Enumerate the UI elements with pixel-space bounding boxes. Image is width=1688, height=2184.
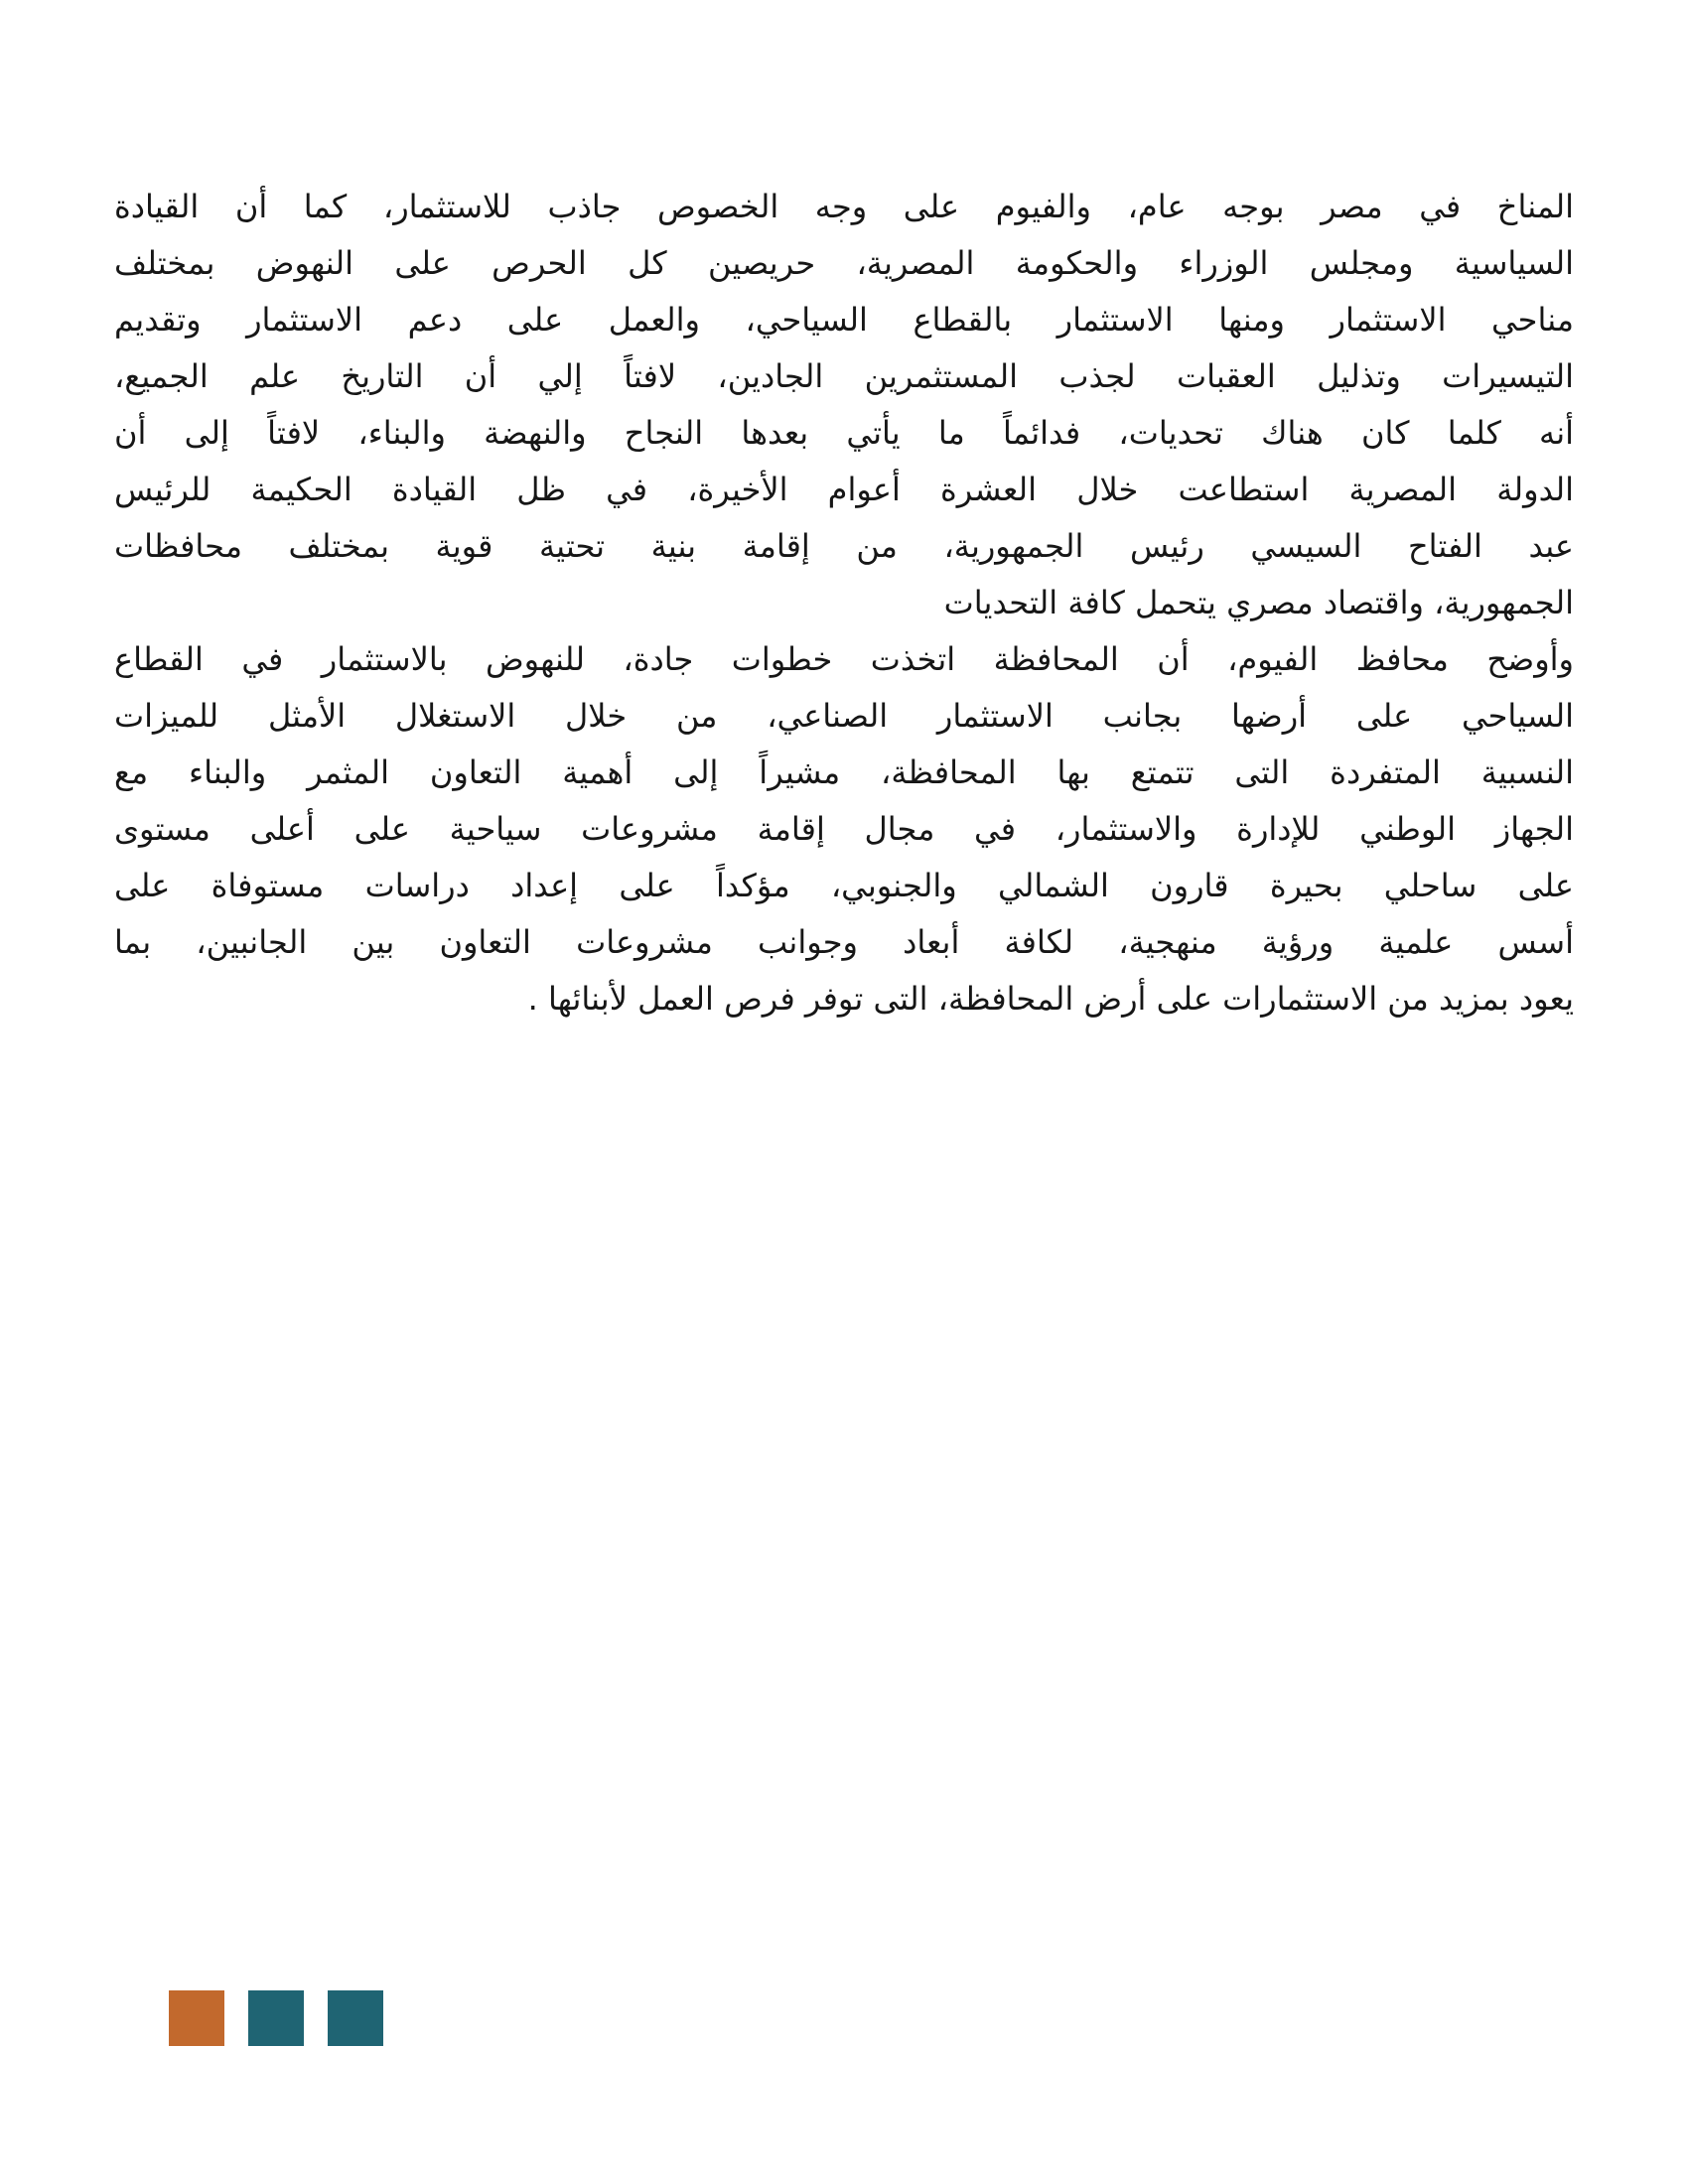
paragraph-1 xyxy=(114,179,1574,631)
footer-square-teal-2 xyxy=(248,1990,304,2046)
footer-logo-squares xyxy=(169,1990,383,2046)
text-line: السياحي على أرضها بجانب الاستثمار الصناعي، من خلال الاستغلال الأمثل للميزات xyxy=(114,697,1574,735)
footer-square-orange xyxy=(169,1990,224,2046)
text-line: يعود بمزيد من الاستثمارات على أرض المحافظة، التى توفر فرص العمل لأبنائها . xyxy=(527,980,1574,1018)
text-line: أسس علمية ورؤية منهجية، لكافة أبعاد وجوانب مشروعات التعاون بين الجانبين، بما xyxy=(114,923,1574,961)
text-line: الجهاز الوطني للإدارة والاستثمار، في مجال إقامة مشروعات سياحية على أعلى مستوى xyxy=(114,810,1574,848)
text-line: السياسية ومجلس الوزراء والحكومة المصرية، حريصين كل الحرص على النهوض بمختلف xyxy=(114,244,1574,282)
text-line: التيسيرات وتذليل العقبات لجذب المستثمرين الجادين، لافتاً إلي أن التاريخ علم الجميع، xyxy=(114,357,1574,395)
article-body xyxy=(114,179,1574,1027)
text-line: وأوضح محافظ الفيوم، أن المحافظة اتخذت خطوات جادة، للنهوض بالاستثمار في القطاع xyxy=(114,640,1574,678)
text-line: على ساحلي بحيرة قارون الشمالي والجنوبي، مؤكداً على إعداد دراسات مستوفاة على xyxy=(114,867,1574,904)
text-line: النسبية المتفردة التى تتمتع بها المحافظة، مشيراً إلى أهمية التعاون المثمر والبناء مع xyxy=(114,753,1574,791)
text-line: المناخ في مصر بوجه عام، والفيوم على وجه الخصوص جاذب للاستثمار، كما أن القيادة xyxy=(114,188,1574,225)
text-line: عبد الفتاح السيسي رئيس الجمهورية، من إقامة بنية تحتية قوية بمختلف محافظات xyxy=(114,527,1574,565)
text-line: أنه كلما كان هناك تحديات، فدائماً ما يأتي بعدها النجاح والنهضة والبناء، لافتاً إلى أن xyxy=(114,414,1574,452)
footer-square-teal-1 xyxy=(328,1990,383,2046)
paragraph-2 xyxy=(114,631,1574,1027)
text-line: الدولة المصرية استطاعت خلال العشرة أعوام الأخيرة، في ظل القيادة الحكيمة للرئيس xyxy=(114,471,1574,508)
text-line: مناحي الاستثمار ومنها الاستثمار بالقطاع السياحي، والعمل على دعم الاستثمار وتقديم xyxy=(114,301,1574,339)
text-line: الجمهورية، واقتصاد مصري يتحمل كافة التحديات xyxy=(943,584,1574,621)
